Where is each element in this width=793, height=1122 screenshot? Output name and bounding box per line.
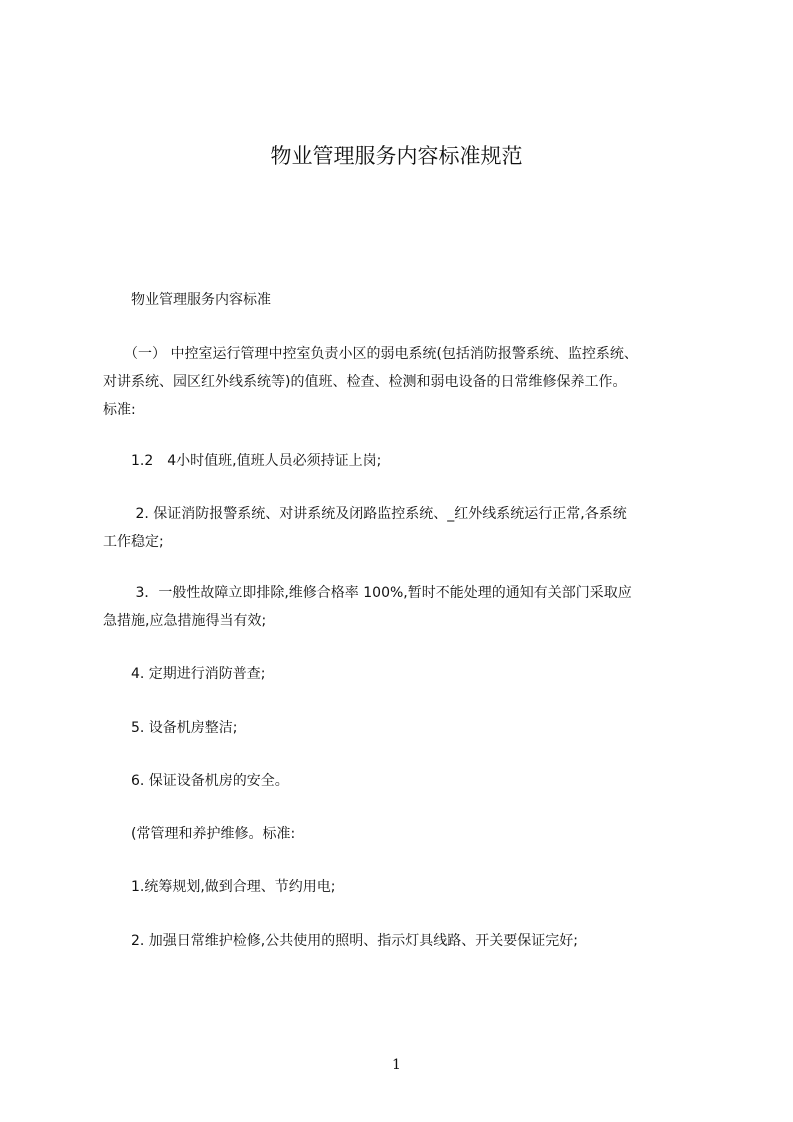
- paragraph-line: 1.统筹规划,做到合理、节约用电;: [103, 879, 336, 895]
- paragraph-line: 4. 定期进行消防普查;: [103, 666, 266, 682]
- paragraph-line: (常管理和养护维修。标准:: [103, 826, 296, 842]
- paragraph-line: 2. 加强日常维护检修,公共使用的照明、指示灯具线路、开关要保证完好;: [103, 933, 578, 949]
- paragraph-line: 工作稳定;: [103, 534, 164, 550]
- paragraph-item-5: [103, 714, 723, 742]
- paragraph-item-4: [103, 660, 723, 688]
- paragraph-item-two-2: [103, 927, 723, 955]
- paragraph-line: 5. 设备机房整洁;: [103, 720, 238, 736]
- paragraph-item-2: [103, 500, 723, 556]
- paragraph-section-two: [103, 820, 723, 848]
- paragraph-section-one: [103, 340, 723, 424]
- paragraph-line: （一） 中控室运行管理中控室负责小区的弱电系统(包括消防报警系统、监控系统、: [103, 346, 638, 362]
- paragraph-line: 3．一般性故障立即排除,维修合格率 100%,暂时不能处理的通知有关部门采取应: [103, 585, 632, 601]
- paragraph-line: 物业管理服务内容标准: [103, 292, 271, 308]
- paragraph-line: 对讲系统、园区红外线系统等)的值班、检查、检测和弱电设备的日常维修保养工作。: [103, 374, 627, 390]
- paragraph-line: 标准:: [103, 402, 136, 418]
- paragraph-item-1: [103, 447, 723, 475]
- paragraph-line: 6. 保证设备机房的安全。: [103, 773, 289, 789]
- paragraph-item-6: [103, 767, 723, 795]
- paragraph-line: 1.2 4小时值班,值班人员必须持证上岗;: [103, 453, 382, 469]
- paragraph-line: 2. 保证消防报警系统、对讲系统及闭路监控系统、_红外线系统运行正常,各系统: [103, 506, 627, 522]
- paragraph-item-3: [103, 579, 723, 635]
- paragraph-item-two-1: [103, 873, 723, 901]
- paragraph-line: 急措施,应急措施得当有效;: [103, 613, 267, 629]
- document-title: 物业管理服务内容标准规范: [270, 144, 523, 168]
- page-number: 1: [392, 1057, 401, 1073]
- paragraph-intro: [103, 286, 723, 314]
